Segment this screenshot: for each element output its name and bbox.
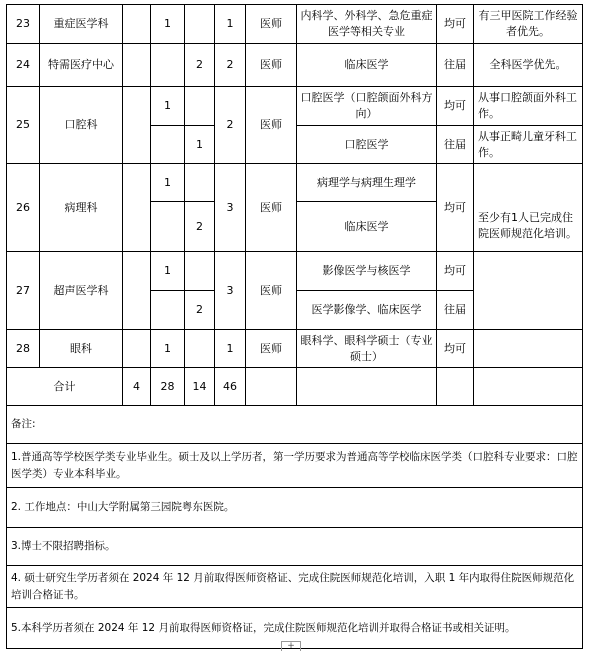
note-row (7, 528, 583, 566)
count-cell (185, 5, 215, 44)
empty-cell (474, 368, 583, 406)
total-count: 2 (215, 87, 246, 164)
graduate-type: 往届 (437, 44, 474, 87)
major: 口腔医学 (297, 126, 437, 164)
major: 临床医学 (297, 202, 437, 252)
count-cell (185, 252, 215, 291)
notes-header-row (7, 406, 583, 444)
department: 超声医学科 (40, 252, 123, 330)
count-cell (151, 202, 185, 252)
remark: 有三甲医院工作经验者优先。 (474, 5, 583, 44)
empty-cell (246, 368, 297, 406)
graduate-type: 往届 (437, 126, 474, 164)
position: 医师 (246, 164, 297, 252)
remark (474, 330, 583, 368)
count-cell (123, 5, 151, 44)
count-cell (151, 44, 185, 87)
major: 病理学与病理生理学 (297, 164, 437, 202)
position: 医师 (246, 5, 297, 44)
major: 内科学、外科学、急危重症医学等相关专业 (297, 5, 437, 44)
note-row (7, 488, 583, 528)
table-move-handle[interactable]: + (281, 641, 301, 651)
count-cell (123, 252, 151, 330)
row-number: 26 (7, 164, 40, 252)
row-number: 28 (7, 330, 40, 368)
graduate-type: 均可 (437, 330, 474, 368)
row-number: 23 (7, 5, 40, 44)
row-number: 25 (7, 87, 40, 164)
table-row (7, 44, 583, 87)
total-count: 1 (215, 330, 246, 368)
department: 特需医疗中心 (40, 44, 123, 87)
count-cell (185, 164, 215, 202)
remark (474, 252, 583, 330)
count-cell: 1 (151, 330, 185, 368)
graduate-type: 均可 (437, 87, 474, 126)
position: 医师 (246, 330, 297, 368)
notes-header: 备注: (7, 406, 583, 444)
major: 口腔医学（口腔颌面外科方向） (297, 87, 437, 126)
count-cell (151, 126, 185, 164)
position: 医师 (246, 44, 297, 87)
remark (474, 164, 583, 202)
remark: 全科医学优先。 (474, 44, 583, 87)
recruitment-table (6, 4, 583, 649)
table-row (7, 252, 583, 291)
graduate-type: 均可 (437, 164, 474, 252)
total-label: 合计 (7, 368, 123, 406)
count-cell (123, 164, 151, 252)
count-cell: 1 (151, 164, 185, 202)
table-row (7, 5, 583, 44)
major: 影像医学与核医学 (297, 252, 437, 291)
empty-cell (437, 368, 474, 406)
note-row (7, 566, 583, 608)
total-count: 1 (215, 5, 246, 44)
table-row (7, 330, 583, 368)
count-cell (185, 87, 215, 126)
total-count: 3 (215, 252, 246, 330)
table-row (7, 164, 583, 202)
count-cell: 2 (185, 44, 215, 87)
department: 口腔科 (40, 87, 123, 164)
total-count: 3 (215, 164, 246, 252)
count-cell: 1 (185, 126, 215, 164)
count-cell (123, 44, 151, 87)
remark: 至少有1人已完成住院医师规范化培训。 (474, 202, 583, 252)
graduate-type: 往届 (437, 291, 474, 330)
major: 眼科学、眼科学硕士（专业硕士） (297, 330, 437, 368)
department: 病理科 (40, 164, 123, 252)
remark: 从事正畸儿童牙科工作。 (474, 126, 583, 164)
note-4: 4. 硕士研究生学历者须在 2024 年 12 月前取得医师资格证、完成住院医师规范化培训，入职 1 年内取得住院医师规范化培训合格证书。 (7, 566, 583, 608)
department: 重症医学科 (40, 5, 123, 44)
count-cell: 1 (151, 87, 185, 126)
total-count: 4 (123, 368, 151, 406)
note-row (7, 444, 583, 488)
department: 眼科 (40, 330, 123, 368)
total-row (7, 368, 583, 406)
count-cell (123, 330, 151, 368)
remark: 从事口腔颌面外科工作。 (474, 87, 583, 126)
count-cell: 1 (151, 252, 185, 291)
empty-cell (297, 368, 437, 406)
note-2: 2. 工作地点：中山大学附属第三园院粤东医院。 (7, 488, 583, 528)
count-cell (185, 330, 215, 368)
graduate-type: 均可 (437, 5, 474, 44)
graduate-type: 均可 (437, 252, 474, 291)
note-3: 3.博士不限招聘指标。 (7, 528, 583, 566)
major: 临床医学 (297, 44, 437, 87)
count-cell: 2 (185, 202, 215, 252)
position: 医师 (246, 87, 297, 164)
total-count: 14 (185, 368, 215, 406)
count-cell: 1 (151, 5, 185, 44)
count-cell (151, 291, 185, 330)
table-row (7, 87, 583, 126)
total-count: 28 (151, 368, 185, 406)
total-count: 2 (215, 44, 246, 87)
count-cell: 2 (185, 291, 215, 330)
note-5: 5.本科学历者须在 2024 年 12 月前取得医师资格证，完成住院医师规范化培训并取得合格证书或相关证明。 (7, 608, 583, 649)
major: 医学影像学、临床医学 (297, 291, 437, 330)
row-number: 24 (7, 44, 40, 87)
row-number: 27 (7, 252, 40, 330)
note-1: 1.普通高等学校医学类专业毕业生。硕士及以上学历者，第一学历要求为普通高等学校临床医学类（口腔科专业要求：口腔医学类）专业本科毕业。 (7, 444, 583, 488)
count-cell (123, 87, 151, 164)
grand-total: 46 (215, 368, 246, 406)
position: 医师 (246, 252, 297, 330)
